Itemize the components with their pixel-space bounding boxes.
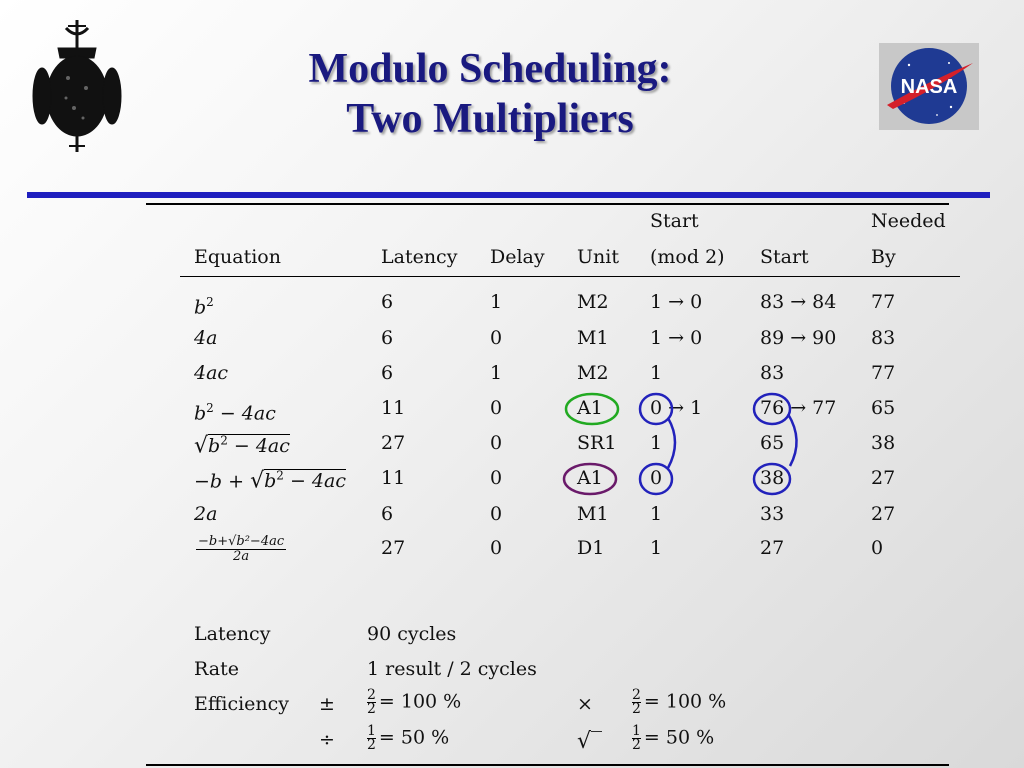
delay-cell: 0 bbox=[490, 537, 503, 559]
start-cell: 83 → 84 bbox=[760, 291, 837, 313]
start-cell: 83 bbox=[760, 362, 785, 384]
purple-circle-a1 bbox=[564, 464, 616, 494]
start-mod-cell: 1 bbox=[650, 432, 663, 454]
delay-cell: 0 bbox=[490, 503, 503, 525]
green-circle-a1 bbox=[566, 394, 618, 424]
efficiency-add-sub: $\frac{2}{2}$ = 100 % bbox=[367, 687, 462, 717]
needed-cell: 27 bbox=[871, 467, 896, 489]
blue-circle-start-mod-bottom bbox=[640, 464, 672, 494]
unit-cell: M2 bbox=[577, 291, 609, 313]
header-latency: Latency bbox=[381, 246, 458, 268]
start-cell: 33 bbox=[760, 503, 785, 525]
blue-circle-start-bottom bbox=[754, 464, 790, 494]
delay-cell: 0 bbox=[490, 327, 503, 349]
start-cell: 27 bbox=[760, 537, 785, 559]
equation-row-5: $√b^2 - 4ac$ bbox=[194, 433, 290, 459]
latency-cell: 27 bbox=[381, 432, 406, 454]
header-needed-top: Needed bbox=[871, 210, 946, 232]
needed-cell: 77 bbox=[871, 362, 896, 384]
header-delay: Delay bbox=[490, 246, 545, 268]
latency-cell: 11 bbox=[381, 397, 406, 419]
unit-cell: A1 bbox=[577, 397, 603, 419]
latency-cell: 27 bbox=[381, 537, 406, 559]
op-mul: × bbox=[577, 693, 593, 715]
blue-circle-start-top bbox=[754, 394, 790, 424]
latency-cell: 11 bbox=[381, 467, 406, 489]
equation-row-4: $b^2 - 4ac$ bbox=[194, 401, 276, 425]
efficiency-mul: $\frac{2}{2}$ = 100 % bbox=[632, 687, 727, 717]
needed-cell: 77 bbox=[871, 291, 896, 313]
blue-circle-start-mod-top bbox=[640, 394, 672, 424]
needed-cell: 65 bbox=[871, 397, 896, 419]
bracket-start bbox=[788, 414, 797, 466]
title-line-1: Modulo Scheduling: bbox=[308, 46, 672, 92]
equation-row-6: $-b + √b^2 - 4ac$ bbox=[194, 468, 346, 494]
bracket-start-mod bbox=[668, 418, 675, 468]
latency-cell: 6 bbox=[381, 362, 394, 384]
equation-row-2: 4a bbox=[194, 327, 218, 349]
equation-row-8: $\frac{\text{−b+√b²−4ac}}{2a}$ bbox=[198, 534, 285, 564]
unit-cell: M2 bbox=[577, 362, 609, 384]
start-mod-cell: 0 bbox=[650, 467, 663, 489]
equation-row-7: 2a bbox=[194, 503, 218, 525]
needed-cell: 27 bbox=[871, 503, 896, 525]
unit-cell: SR1 bbox=[577, 432, 617, 454]
header-needed-bottom: By bbox=[871, 246, 896, 268]
efficiency-sqrt: $\frac{1}{2}$ = 50 % bbox=[632, 723, 715, 753]
start-cell: 76 → 77 bbox=[760, 397, 837, 419]
unit-cell: M1 bbox=[577, 503, 609, 525]
start-mod-cell: 1 → 0 bbox=[650, 291, 703, 313]
title-line-2: Two Multipliers bbox=[346, 96, 634, 142]
delay-cell: 0 bbox=[490, 397, 503, 419]
latency-cell: 6 bbox=[381, 503, 394, 525]
needed-cell: 83 bbox=[871, 327, 896, 349]
delay-cell: 1 bbox=[490, 362, 503, 384]
needed-cell: 0 bbox=[871, 537, 884, 559]
delay-cell: 0 bbox=[490, 432, 503, 454]
start-mod-cell: 1 bbox=[650, 503, 663, 525]
needed-cell: 38 bbox=[871, 432, 896, 454]
header-equation: Equation bbox=[194, 246, 281, 268]
delay-cell: 0 bbox=[490, 467, 503, 489]
op-sqrt: √‾ bbox=[577, 729, 603, 754]
latency-summary-label: Latency bbox=[194, 623, 271, 645]
equation-row-3: 4ac bbox=[194, 362, 229, 384]
unit-cell: A1 bbox=[577, 467, 603, 489]
start-cell: 38 bbox=[760, 467, 785, 489]
header-start: Start bbox=[760, 246, 809, 268]
start-cell: 65 bbox=[760, 432, 785, 454]
header-start-mod-bottom: (mod 2) bbox=[650, 246, 725, 268]
unit-cell: M1 bbox=[577, 327, 609, 349]
efficiency-label: Efficiency bbox=[194, 693, 290, 715]
nasa-wordmark: NASA bbox=[900, 76, 958, 98]
op-add-sub: ± bbox=[319, 693, 335, 715]
latency-cell: 6 bbox=[381, 291, 394, 313]
rate-value: 1 result / 2 cycles bbox=[367, 658, 537, 680]
op-div: ÷ bbox=[319, 729, 335, 751]
header-unit: Unit bbox=[577, 246, 619, 268]
start-mod-cell: 0 → 1 bbox=[650, 397, 703, 419]
start-mod-cell: 1 → 0 bbox=[650, 327, 703, 349]
rate-label: Rate bbox=[194, 658, 239, 680]
unit-cell: D1 bbox=[577, 537, 605, 559]
start-mod-cell: 1 bbox=[650, 362, 663, 384]
start-mod-cell: 1 bbox=[650, 537, 663, 559]
latency-cell: 6 bbox=[381, 327, 394, 349]
delay-cell: 1 bbox=[490, 291, 503, 313]
start-cell: 89 → 90 bbox=[760, 327, 837, 349]
latency-summary-value: 90 cycles bbox=[367, 623, 457, 645]
equation-row-1: $b^2$ bbox=[194, 295, 214, 319]
efficiency-div: $\frac{1}{2}$ = 50 % bbox=[367, 723, 450, 753]
header-start-mod-top: Start bbox=[650, 210, 699, 232]
